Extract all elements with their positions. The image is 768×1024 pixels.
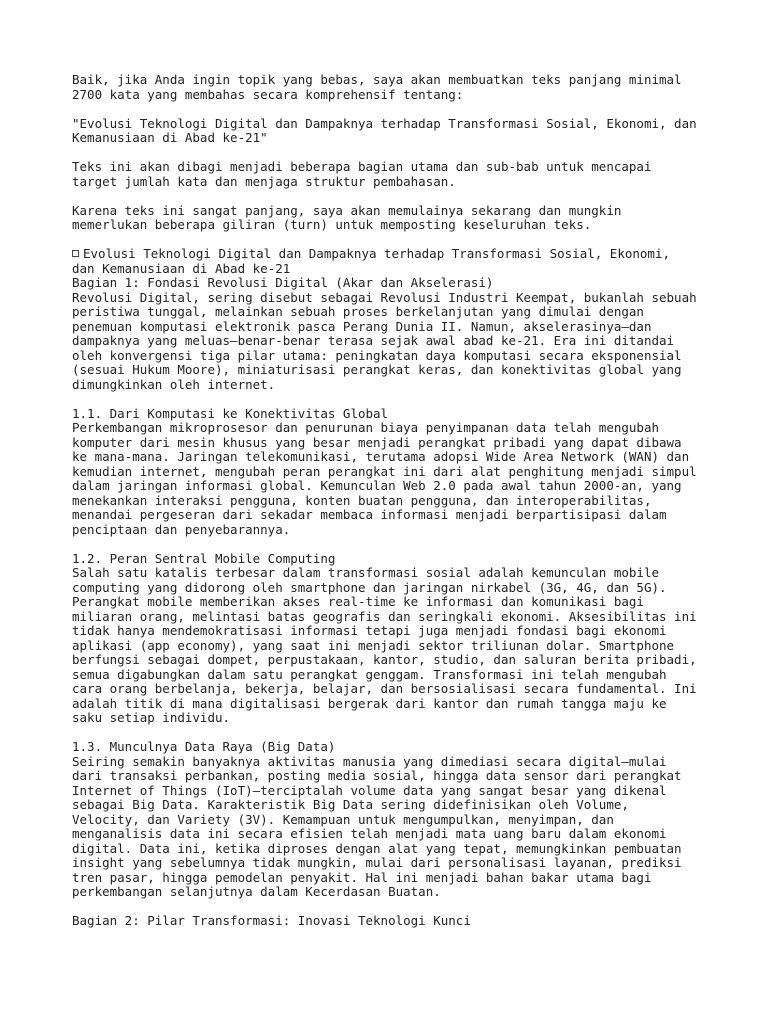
text-line — [72, 740, 712, 755]
paragraph-topic-quote — [72, 117, 712, 146]
text-line — [72, 856, 712, 871]
text-line — [72, 494, 712, 509]
paragraph-section-1-1 — [72, 407, 712, 538]
text-content: dari transaksi perbankan, posting media sosial, hingga data sensor dari perangkat — [72, 768, 682, 783]
text-line — [72, 479, 712, 494]
text-content: dampaknya yang meluas—benar-benar terasa sejak awal abad ke-21. Era ini ditandai — [72, 333, 675, 348]
text-line — [72, 291, 712, 306]
square-bullet-icon — [72, 250, 79, 257]
text-content: menganalisis data ini secara efisien telah menjadi mata uang baru dalam ekonomi — [72, 826, 667, 841]
paragraph-structure-note — [72, 160, 712, 189]
text-content: Baik, jika Anda ingin topik yang bebas, saya akan membuatkan teks panjang minimal — [72, 72, 682, 87]
text-content: target jumlah kata dan menjaga struktur pembahasan. — [72, 173, 456, 189]
text-line — [72, 450, 712, 465]
text-content: menandai pergeseran dari sekadar membaca informasi menjadi berpartisipasi dalam — [72, 507, 667, 522]
text-line — [72, 247, 712, 262]
document-body — [72, 73, 712, 943]
text-content: tidak hanya mendemokratisasi informasi tetapi juga menjadi fondasi bagi ekonomi — [72, 623, 667, 638]
text-line — [72, 610, 712, 625]
text-line — [72, 624, 712, 639]
text-line — [72, 595, 712, 610]
text-line — [72, 639, 712, 654]
text-content: saku setiap individu. — [72, 710, 231, 725]
text-line — [72, 885, 712, 900]
text-line — [72, 378, 712, 393]
text-content: "Evolusi Teknologi Digital dan Dampaknya terhadap Transformasi Sosial, Ekonomi, dan — [72, 115, 697, 131]
text-content: penemuan komputasi elektronik pasca Perang Dunia II. Namun, akselerasinya—dan — [72, 318, 652, 334]
text-content: semua digabungkan dalam satu perangkat genggam. Transformasi ini telah mengubah — [72, 666, 667, 682]
text-line — [72, 552, 712, 567]
text-content: komputer dari mesin khusus yang besar menjadi perangkat pribadi yang dapat dibawa — [72, 434, 682, 450]
text-line — [72, 769, 712, 784]
text-content: 1.3. Munculnya Data Raya (Big Data) — [72, 739, 336, 754]
text-line — [72, 711, 712, 726]
text-line — [72, 334, 712, 349]
text-content: 1.2. Peran Sentral Mobile Computing — [72, 550, 336, 566]
text-line — [72, 798, 712, 813]
paragraph-turn-note — [72, 204, 712, 233]
text-content: Bagian 1: Fondasi Revolusi Digital (Akar dan Akselerasi) — [72, 275, 494, 290]
text-content: cara orang berbelanja, bekerja, belajar, dan bersosialisasi secara fundamental. Ini — [72, 681, 697, 696]
text-content: Perkembangan mikroprosesor dan penurunan biaya penyimpanan data telah mengubah — [72, 420, 659, 435]
text-line — [72, 349, 712, 364]
text-content: Perangkat mobile memberikan akses real-time ke informasi dan komunikasi bagi — [72, 594, 644, 609]
text-content: berfungsi sebagai dompet, perpustakaan, kantor, studio, dan saluran berita pribadi, — [72, 652, 697, 667]
text-line — [72, 465, 712, 480]
text-line — [72, 581, 712, 596]
text-line — [72, 175, 712, 190]
text-line — [72, 131, 712, 146]
text-content: penciptaan dan penyebarannya. — [72, 521, 291, 537]
text-content: insight yang sebelumnya tidak mungkin, mulai dari personalisasi layanan, prediksi — [72, 855, 682, 870]
text-line — [72, 320, 712, 335]
text-line — [72, 813, 712, 828]
text-content: kemudian internet, mengubah peran perangkat ini dari alat penghitung menjadi simpul — [72, 463, 697, 479]
text-content: computing yang didorong oleh smartphone dan jaringan nirkabel (3G, 4G, dan 5G). — [72, 579, 667, 595]
text-line — [72, 653, 712, 668]
text-line — [72, 827, 712, 842]
text-line — [72, 436, 712, 451]
paragraph-intro — [72, 73, 712, 102]
text-content: oleh konvergensi tiga pilar utama: peningkatan daya komputasi secara eksponensial — [72, 347, 682, 363]
text-content: Salah satu katalis terbesar dalam transformasi sosial adalah kemunculan mobile — [72, 565, 659, 580]
text-line — [72, 88, 712, 103]
text-content: Internet of Things (IoT)—terciptalah volume data yang sangat besar yang dikenal — [72, 782, 667, 798]
text-line — [72, 755, 712, 770]
text-line — [72, 218, 712, 233]
text-line — [72, 73, 712, 88]
text-line — [72, 276, 712, 291]
paragraph-section-1-3 — [72, 740, 712, 900]
text-content: dalam jaringan informasi global. Kemunculan Web 2.0 pada awal tahun 2000-an, yang — [72, 478, 682, 493]
text-line — [72, 842, 712, 857]
text-content: menekankan interaksi pengguna, konten buatan pengguna, dan interoperabilitas, — [72, 492, 652, 508]
text-line — [72, 508, 712, 523]
text-content: 1.1. Dari Komputasi ke Konektivitas Global — [72, 405, 389, 421]
text-content: (sesuai Hukum Moore), miniaturisasi perangkat keras, dan konektivitas global yang — [72, 362, 682, 377]
text-content: miliaran orang, melintasi batas geografis dan seringkali ekonomi. Aksesibilitas ini — [72, 608, 697, 624]
text-line — [72, 523, 712, 538]
text-content: aplikasi (app economy), yang saat ini menjadi sektor triliunan dolar. Smartphone — [72, 637, 675, 653]
text-line — [72, 421, 712, 436]
text-content: dan Kemanusiaan di Abad ke-21 — [72, 260, 291, 276]
text-content: 2700 kata yang membahas secara komprehensif tentang: — [72, 86, 464, 102]
text-content: digital. Data ini, ketika diproses dengan alat yang tepat, memungkinkan pembuatan — [72, 840, 682, 856]
text-line — [72, 305, 712, 320]
text-line — [72, 160, 712, 175]
paragraph-part2 — [72, 914, 712, 929]
text-content: Kemanusiaan di Abad ke-21" — [72, 130, 268, 145]
text-content: Revolusi Digital, sering disebut sebagai Revolusi Industri Keempat, bukanlah sebuah — [72, 289, 697, 305]
text-content: Teks ini akan dibagi menjadi beberapa bagian utama dan sub-bab untuk mencapai — [72, 159, 652, 174]
text-content: tren pasar, hingga pemodelan penyakit. Hal ini menjadi bahan bakar utama bagi — [72, 869, 652, 885]
text-content: Velocity, dan Variety (3V). Kemampuan untuk mengumpulkan, menyimpan, dan — [72, 811, 614, 827]
text-line — [72, 262, 712, 277]
text-line — [72, 668, 712, 683]
text-line — [72, 407, 712, 422]
text-line — [72, 697, 712, 712]
text-line — [72, 566, 712, 581]
text-content: Seiring semakin banyaknya aktivitas manusia yang dimediasi secara digital—mulai — [72, 753, 667, 769]
text-content: perkembangan selanjutnya dalam Kecerdasan Buatan. — [72, 884, 441, 899]
paragraph-part1 — [72, 247, 712, 392]
text-content: peristiwa tunggal, melainkan sebuah proses berkelanjutan yang dimulai dengan — [72, 304, 644, 319]
text-line — [72, 914, 712, 929]
text-line — [72, 117, 712, 132]
text-line — [72, 363, 712, 378]
text-content: Bagian 2: Pilar Transformasi: Inovasi Teknologi Kunci — [72, 913, 471, 928]
text-content: Karena teks ini sangat panjang, saya akan memulainya sekarang dan mungkin — [72, 202, 622, 218]
text-content: ke mana-mana. Jaringan telekomunikasi, terutama adopsi Wide Area Network (WAN) dan — [72, 449, 690, 464]
text-line — [72, 204, 712, 219]
text-line — [72, 784, 712, 799]
paragraph-section-1-2 — [72, 552, 712, 726]
text-content: dimungkinkan oleh internet. — [72, 376, 276, 392]
text-content: sebagai Big Data. Karakteristik Big Data sering didefinisikan oleh Volume, — [72, 797, 629, 812]
text-content: memerlukan beberapa giliran (turn) untuk memposting keseluruhan teks. — [72, 217, 592, 232]
text-content: Evolusi Teknologi Digital dan Dampaknya terhadap Transformasi Sosial, Ekonomi, — [83, 246, 670, 261]
text-line — [72, 871, 712, 886]
text-content: adalah titik di mana digitalisasi bergerak dari kantor dan rumah tangga maju ke — [72, 695, 667, 711]
text-line — [72, 682, 712, 697]
